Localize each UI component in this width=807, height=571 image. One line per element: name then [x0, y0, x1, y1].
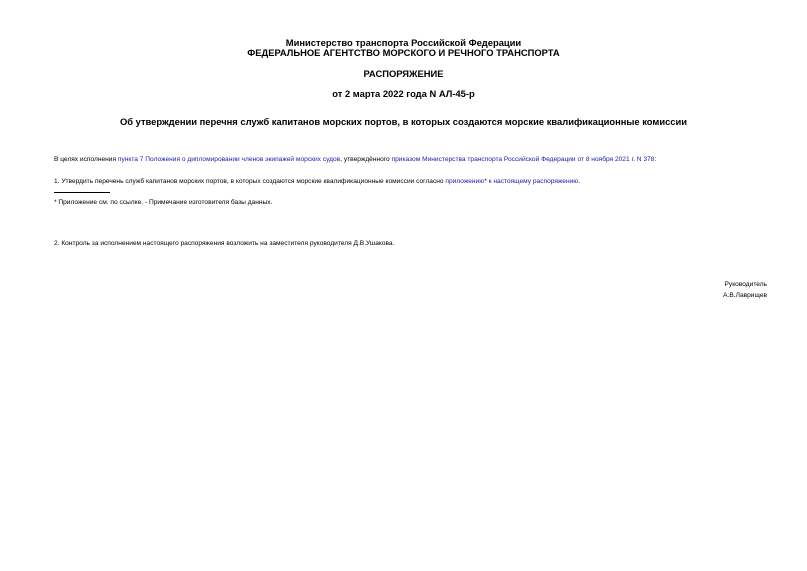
link-appendix[interactable]: приложению — [445, 178, 485, 185]
item1-star: * — [484, 178, 489, 185]
document-type: РАСПОРЯЖЕНИЕ — [363, 68, 444, 79]
paragraph-preamble — [54, 156, 656, 163]
preamble-suffix: : — [654, 156, 657, 163]
paragraph-item-2: 2. Контроль за исполнением настоящего распоряжения возложить на заместителя руководителя Д.В.Ушакова. — [54, 240, 395, 247]
signature-name: А.В.Лаврищев — [723, 292, 767, 299]
paragraph-item-1 — [54, 178, 580, 185]
document-title: Об утверждении перечня служб капитанов морских портов, в которых создаются морские квалификационные комиссии — [119, 116, 688, 127]
item1-suffix: . — [578, 178, 581, 185]
footnote-divider — [54, 192, 110, 193]
footnote: * Приложение см. по ссылке. - Примечание изготовителя базы данных. — [54, 199, 273, 206]
item1-prefix: 1. Утвердить перечень служб капитанов морских портов, в которых создаются морские квалификационные комиссии согласно — [54, 178, 446, 185]
link-this-order[interactable]: к настоящему распоряжению — [488, 178, 579, 185]
link-ministry-order-378[interactable]: приказом Министерства транспорта Российской Федерации от 8 ноября 2021 г. N 378 — [391, 156, 655, 163]
agency-name: ФЕДЕРАЛЬНОЕ АГЕНТСТВО МОРСКОГО И РЕЧНОГО ТРАНСПОРТА — [247, 47, 560, 58]
document-date-number: от 2 марта 2022 года N АЛ-45-р — [332, 88, 475, 99]
link-regulation-clause-7[interactable]: пункта 7 Положения о дипломировании членов экипажей морских судов — [117, 156, 341, 163]
preamble-prefix: В целях исполнения — [54, 156, 118, 163]
ministry-name: Министерство транспорта Российской Федерации — [285, 37, 522, 48]
signature-role: Руководитель — [724, 281, 767, 288]
preamble-middle: , утверждённого — [340, 156, 392, 163]
